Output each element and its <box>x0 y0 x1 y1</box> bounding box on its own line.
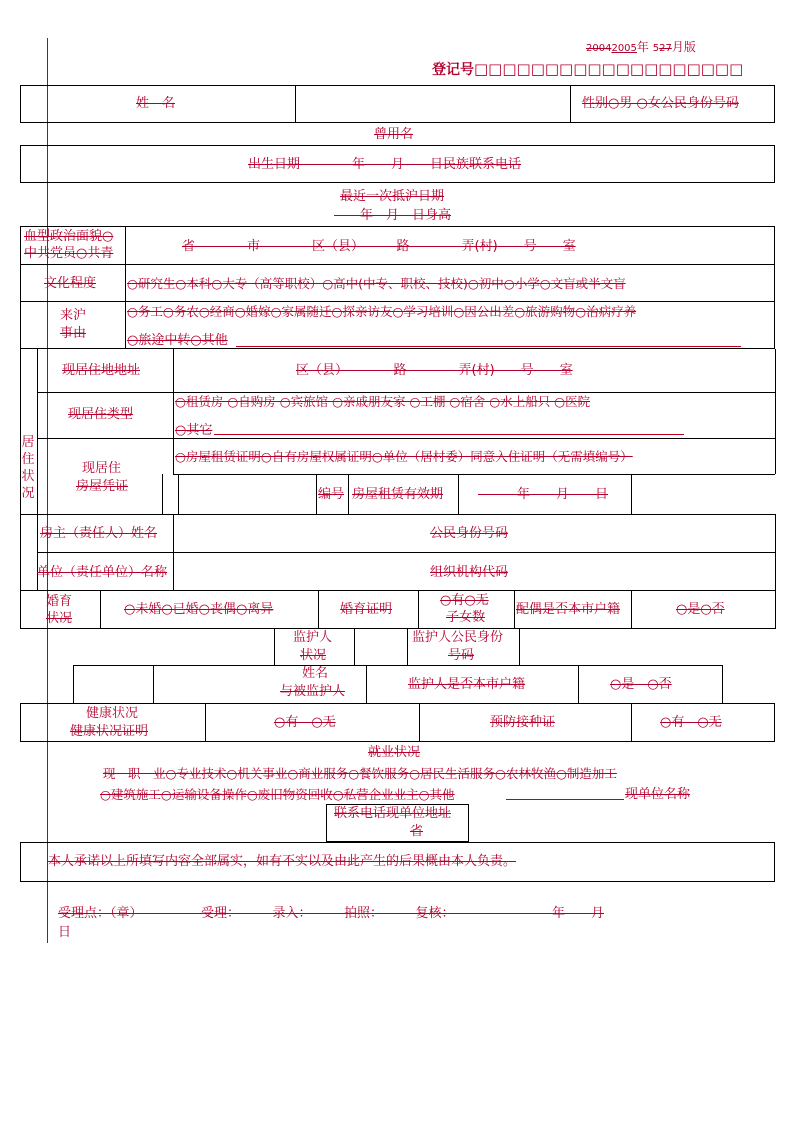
current-address-label: 现居住地地址 <box>62 363 141 378</box>
version-month-strike: 27 <box>659 43 672 54</box>
vaccine-options: ○有 ○无 <box>660 715 722 730</box>
version-year: 2005 <box>611 43 637 54</box>
reg-label: 登记号 <box>432 62 474 78</box>
name-label: 姓 名 <box>136 96 176 111</box>
education-options: ○研究生○本科○大专（高等职校）○高中(中专、职校、技校)○初中○小学○文盲或半文盲 <box>127 276 626 291</box>
residence-type-options-1: ○租赁房 ○自购房 ○宾旅馆 ○亲戚朋友家 ○工棚 ○宿舍 ○水上船只 ○医院 <box>175 394 591 409</box>
owner-name-label: 房主（责任人）姓名 <box>40 526 158 541</box>
marriage-label-1: 婚育 <box>46 594 73 609</box>
reason-options-2: ○旅途中转○其他 <box>127 333 228 348</box>
owner-org-label: 组织机构代码 <box>430 565 509 580</box>
employment-line-1: 现 职 业○专业技术○机关事业○商业服务○餐饮服务○居民生活服务○农林牧渔○制造加工 <box>103 766 617 781</box>
residence-type-options-2: ○其它 <box>175 423 213 438</box>
guardian-local-options: ○是 ○否 <box>610 677 672 692</box>
reg-boxes: □□□□□□□□□□□□□□□□□□□ <box>474 60 744 78</box>
children-count-label: 子女数 <box>446 610 486 625</box>
guardian-status-1: 监护人 <box>293 630 333 645</box>
version-strike: 2004 <box>586 43 612 54</box>
version-month: 5 <box>652 43 660 54</box>
type-other-line <box>214 434 684 435</box>
lease-value: 年 月 日 <box>478 487 609 502</box>
province-label: 省 <box>410 824 424 839</box>
reason-options-1: ○务工○务农○经商○婚嫁○家属随迁○探亲访友○学习培训○因公出差○旅游购物○治病疗养 <box>127 304 637 319</box>
version-stamp <box>586 40 696 56</box>
gender-id-label: 性别○男 ○女公民身份号码 <box>582 96 739 111</box>
vaccine-label: 预防接种证 <box>490 715 556 730</box>
cert-label-2: 房屋凭证 <box>76 479 129 494</box>
health-label-2: 健康状况证明 <box>70 724 149 739</box>
guardian-id-1: 监护人公民身份 <box>412 630 504 645</box>
footer-line-2: 日 <box>58 925 72 940</box>
guardian-id-2: 号码 <box>448 648 475 663</box>
residence-side-char-1: 居 <box>21 435 35 450</box>
cert-options: ○房屋租赁证明○自有房屋权属证明○单位（居村委）同意入住证明（无需填编号） <box>175 449 633 464</box>
education-label: 文化程度 <box>44 276 97 291</box>
version-suffix: 月版 <box>671 40 696 54</box>
current-address-value: 区（县） 路 弄(村) 号 室 <box>296 363 573 378</box>
health-label-1: 健康状况 <box>86 706 139 721</box>
pledge-text: 本人承诺以上所填写内容全部属实，如有不实以及由此产生的后果概由本人负责。 <box>48 854 517 869</box>
spouse-local-label: 配偶是否本市户籍 <box>516 602 621 617</box>
guardian-name-label: 姓名 <box>302 666 329 681</box>
marriage-options: ○未婚○已婚○丧偶○离异 <box>124 602 274 617</box>
height-label: 年 月 日身高 <box>334 208 452 223</box>
registration-number <box>432 62 743 78</box>
reason-label-2: 事由 <box>60 326 87 341</box>
owner-id-label: 公民身份号码 <box>430 526 509 541</box>
footer-line-1: 受理点：（章） 受理： 录入： 拍照： 复核： 年 月 <box>58 906 605 921</box>
employment-other-line <box>506 799 624 800</box>
number-label: 编号 <box>318 487 345 502</box>
guardian-status-2: 状况 <box>300 648 327 663</box>
employment-line-2: ○建筑施工○运输设备操作○废旧物资回收○私营企业业主○其他 <box>100 787 455 802</box>
marriage-label-2: 状况 <box>46 611 73 626</box>
cert-label-1: 现居住 <box>82 461 122 476</box>
lease-label: 房屋租赁有效期 <box>352 487 444 502</box>
residence-side-char-3: 状 <box>21 469 35 484</box>
spouse-local-options: ○是○否 <box>676 602 725 617</box>
residence-type-label: 现居住类型 <box>68 407 134 422</box>
owner-unit-label: 单位（责任单位）名称 <box>37 565 168 580</box>
reason-other-line <box>236 346 741 347</box>
children-options: ○有○无 <box>440 593 489 608</box>
residence-side-char-2: 住 <box>21 452 35 467</box>
contact-label: 联系电话现单位地址 <box>334 806 452 821</box>
address-line: 省 市 区（县） 路 弄(村) 号 室 <box>182 239 576 254</box>
health-options: ○有 ○无 <box>274 715 336 730</box>
last-arrival-label: 最近一次抵沪日期 <box>340 189 445 204</box>
reason-label-1: 来沪 <box>60 308 87 323</box>
marriage-cert-label: 婚育证明 <box>340 602 393 617</box>
birth-date-label: 出生日期 年 月 日民族联系电话 <box>248 157 522 172</box>
employment-title: 就业状况 <box>368 745 421 760</box>
guardian-relation-label: 与被监护人 <box>280 684 346 699</box>
guardian-local-label: 监护人是否本市户籍 <box>408 677 526 692</box>
residence-side-char-4: 况 <box>21 486 35 501</box>
blood-label-1: 血型政治面貌○ <box>24 229 114 244</box>
current-unit-name: 现单位名称 <box>625 787 691 802</box>
blood-label-2: 中共党员○共青 <box>24 246 114 261</box>
version-year-label: 年 <box>636 40 649 54</box>
former-name-label: 曾用名 <box>374 127 414 142</box>
